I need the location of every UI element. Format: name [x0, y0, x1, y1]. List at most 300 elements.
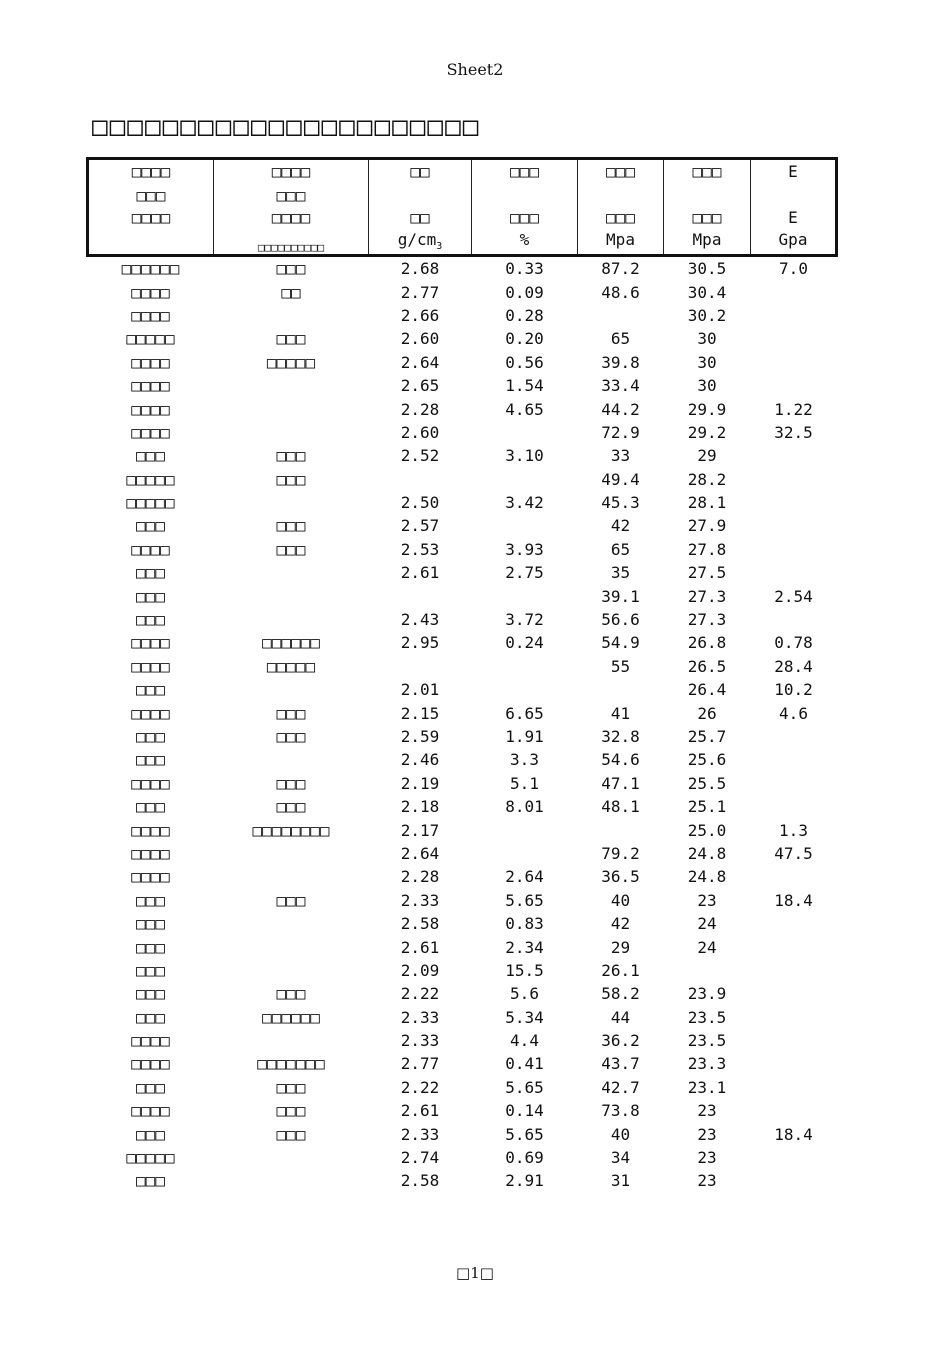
- table-cell: 31: [610, 1171, 631, 1191]
- table-cell: 27.8: [687, 539, 727, 559]
- table-cell: 4.65: [505, 399, 544, 419]
- table-cell: 2.57: [400, 516, 440, 536]
- table-cell: □□□: [136, 1007, 165, 1027]
- table-cell: □□□: [136, 1171, 165, 1191]
- table-cell: 40: [610, 890, 631, 910]
- table-cell: 39.1: [601, 586, 640, 606]
- table-cell: □□□□: [131, 282, 170, 302]
- table-cell: 18.4: [774, 890, 813, 910]
- table-cell: 27.3: [687, 610, 727, 630]
- table-row: [88, 842, 837, 865]
- table-cell: □□□□□: [126, 493, 175, 513]
- table-cell: 0.28: [505, 305, 544, 325]
- table-cell: 2.77: [400, 1054, 440, 1074]
- table-cell: 2.28: [400, 867, 440, 887]
- table-cell: 5.6: [510, 984, 539, 1004]
- table-cell: 29: [697, 446, 717, 466]
- table-cell: □□□: [276, 797, 306, 817]
- table-row: [88, 1169, 837, 1192]
- table-cell: 30.2: [687, 305, 727, 325]
- header-row-1: [88, 159, 837, 187]
- table-cell: 2.22: [400, 984, 440, 1004]
- table-cell: □□□: [136, 1124, 165, 1144]
- table-cell: □□□: [136, 960, 165, 980]
- table-cell: 2.33: [400, 890, 440, 910]
- table-cell: [751, 1169, 837, 1192]
- table-cell: [214, 397, 369, 420]
- table-cell: □□□: [136, 890, 165, 910]
- table-cell: 1.91: [505, 727, 544, 746]
- table-cell: □□□□: [131, 1031, 170, 1051]
- header-row-2: [88, 186, 837, 208]
- table-cell: 42.7: [601, 1077, 640, 1097]
- table-row: [88, 538, 837, 561]
- table-cell: □□□: [136, 1077, 165, 1097]
- table-cell: 23: [697, 1171, 717, 1191]
- unit-cell: □□□□□□□□□□: [214, 230, 369, 256]
- header-cell: □□□: [472, 208, 578, 230]
- table-cell: 29.2: [687, 422, 727, 442]
- table-cell: □□□: [276, 516, 306, 536]
- table-cell: 2.28: [400, 399, 440, 419]
- table-cell: □□□: [276, 727, 306, 746]
- table-cell: 30: [697, 352, 717, 372]
- header-cell: E: [751, 208, 837, 230]
- table-cell: [214, 748, 369, 771]
- unit-cell: Gpa: [751, 230, 837, 256]
- table-cell: [751, 935, 837, 958]
- table-cell: 44.2: [601, 399, 640, 419]
- table-cell: 1.22: [774, 399, 813, 419]
- table-cell: [751, 1052, 837, 1075]
- table-cell: □□□: [276, 1124, 306, 1144]
- table-cell: 2.61: [400, 563, 440, 583]
- table-cell: 55: [610, 656, 631, 676]
- table-row: [88, 397, 837, 420]
- table-cell: 4.6: [779, 703, 808, 723]
- table-cell: 73.8: [601, 1101, 640, 1121]
- table-cell: [472, 421, 578, 444]
- table-cell: 3.93: [505, 539, 544, 559]
- table-cell: [214, 491, 369, 514]
- table-cell: [751, 608, 837, 631]
- table-cell: 0.09: [505, 282, 544, 302]
- table-cell: [578, 678, 664, 701]
- header-units-row: [88, 230, 837, 256]
- table-cell: 29: [610, 937, 631, 957]
- table-cell: 25.0: [687, 820, 727, 840]
- table-cell: 27.5: [687, 563, 727, 583]
- table-cell: 2.66: [400, 305, 440, 325]
- table-cell: 26.4: [687, 680, 727, 700]
- table-cell: 2.74: [400, 1148, 440, 1168]
- header-cell: □□: [369, 208, 472, 230]
- table-cell: 2.75: [505, 563, 544, 583]
- table-cell: □□□: [276, 984, 306, 1004]
- table-cell: 30: [697, 329, 717, 349]
- header-cell: □□□: [88, 186, 214, 208]
- table-cell: [472, 842, 578, 865]
- table-cell: 2.01: [400, 680, 440, 700]
- table-cell: [472, 818, 578, 841]
- table-cell: [751, 444, 837, 467]
- document-title: □□□□□□□□□□□□□□□□□□□□□□: [92, 112, 481, 142]
- table-cell: □□□□: [131, 820, 170, 840]
- table-cell: [214, 374, 369, 397]
- table-cell: □□□□: [131, 773, 170, 793]
- table-cell: 10.2: [774, 680, 813, 700]
- table-row: [88, 351, 837, 374]
- table-cell: [751, 351, 837, 374]
- table-cell: 23.3: [687, 1054, 727, 1074]
- header-cell: □□: [369, 159, 472, 187]
- table-cell: □□□□: [131, 399, 170, 419]
- table-cell: □□□□□□: [262, 633, 320, 653]
- table-cell: 0.56: [505, 352, 544, 372]
- table-row: [88, 1099, 837, 1122]
- table-cell: 2.34: [505, 937, 544, 957]
- table-cell: 3.42: [505, 493, 544, 513]
- table-row: [88, 889, 837, 912]
- table-cell: 25.1: [687, 797, 727, 817]
- table-cell: 6.65: [505, 703, 544, 723]
- table-cell: 2.59: [400, 727, 440, 746]
- table-cell: 34: [610, 1148, 631, 1168]
- table-cell: 33.4: [601, 376, 640, 396]
- table-cell: □□□□: [131, 422, 170, 442]
- table-cell: 27.3: [687, 586, 727, 606]
- table-cell: 33: [610, 446, 631, 466]
- table-cell: 27.9: [687, 516, 727, 536]
- table-row: [88, 935, 837, 958]
- header-cell: [578, 186, 664, 208]
- table-cell: [214, 421, 369, 444]
- table-cell: [751, 772, 837, 795]
- table-cell: 2.46: [400, 750, 440, 770]
- header-cell: □□□□: [88, 159, 214, 187]
- header-cell: □□□□: [214, 159, 369, 187]
- table-cell: 0.33: [505, 259, 544, 279]
- table-cell: 26.1: [601, 960, 640, 980]
- table-cell: 18.4: [774, 1124, 813, 1144]
- table-cell: □□□□: [131, 633, 170, 653]
- table-cell: 24.8: [687, 867, 727, 887]
- header-row-3: [88, 208, 837, 230]
- table-row: [88, 468, 837, 491]
- table-cell: [751, 912, 837, 935]
- table-row: [88, 256, 837, 281]
- table-cell: 45.3: [601, 493, 640, 513]
- table-cell: □□□: [136, 586, 165, 606]
- table-cell: 24.8: [687, 843, 727, 863]
- table-cell: [751, 1099, 837, 1122]
- table-cell: □□□: [136, 750, 165, 770]
- table-cell: □□□□: [131, 1054, 170, 1074]
- table-cell: [751, 491, 837, 514]
- table-cell: □□□: [276, 259, 306, 279]
- table-cell: 65: [610, 539, 631, 559]
- table-cell: 5.65: [505, 1124, 544, 1144]
- table-cell: 48.6: [601, 282, 640, 302]
- table-cell: [214, 1029, 369, 1052]
- table-cell: 1.3: [779, 820, 808, 840]
- table-cell: 5.65: [505, 890, 544, 910]
- table-cell: 2.52: [400, 446, 440, 466]
- header-cell: [472, 186, 578, 208]
- table-cell: 0.41: [505, 1054, 544, 1074]
- table-cell: [578, 818, 664, 841]
- table-cell: 79.2: [601, 843, 640, 863]
- table-cell: 2.15: [400, 703, 440, 723]
- table-cell: 2.61: [400, 937, 440, 957]
- table-cell: [214, 912, 369, 935]
- table-cell: 2.18: [400, 797, 440, 817]
- table-cell: 54.9: [601, 633, 640, 653]
- table-cell: [751, 280, 837, 303]
- table-cell: □□□: [276, 539, 306, 559]
- table-cell: [472, 514, 578, 537]
- table-cell: □□□□: [131, 843, 170, 863]
- table-cell: □□□□□: [126, 1148, 175, 1168]
- table-row: [88, 561, 837, 584]
- table-cell: 4.4: [510, 1031, 539, 1051]
- table-cell: [472, 655, 578, 678]
- table-cell: 39.8: [601, 352, 640, 372]
- table-cell: □□□□: [131, 352, 170, 372]
- table-cell: □□□□□□: [121, 259, 180, 279]
- table-cell: 25.6: [687, 750, 727, 770]
- table-cell: 0.14: [505, 1101, 544, 1121]
- table-row: [88, 421, 837, 444]
- table-cell: 28.4: [774, 656, 813, 676]
- table-cell: 47.1: [601, 773, 640, 793]
- table-cell: 23: [697, 1148, 717, 1168]
- table-cell: 28.1: [687, 493, 727, 513]
- table-cell: 2.50: [400, 493, 440, 513]
- table-cell: □□□□: [131, 376, 170, 396]
- table-cell: □□□: [136, 937, 165, 957]
- table-cell: 2.64: [505, 867, 544, 887]
- table-row: [88, 584, 837, 607]
- table-cell: 47.5: [774, 843, 813, 863]
- table-row: [88, 959, 837, 982]
- table-row: [88, 374, 837, 397]
- table-cell: [751, 538, 837, 561]
- table-row: [88, 1029, 837, 1052]
- table-cell: [751, 561, 837, 584]
- table-cell: [214, 584, 369, 607]
- table-row: [88, 444, 837, 467]
- table-cell: 23.5: [687, 1007, 727, 1027]
- header-cell: [751, 186, 837, 208]
- table-row: [88, 655, 837, 678]
- table-cell: 36.5: [601, 867, 640, 887]
- table-cell: [751, 327, 837, 350]
- table-row: [88, 982, 837, 1005]
- table-cell: 7.0: [779, 259, 808, 279]
- table-cell: □□□□□: [126, 329, 175, 349]
- table-cell: [472, 584, 578, 607]
- table-row: [88, 772, 837, 795]
- table-cell: 32.8: [601, 727, 640, 746]
- table-row: [88, 701, 837, 724]
- unit-cell: %: [472, 230, 578, 256]
- table-cell: 2.60: [400, 329, 440, 349]
- table-cell: 2.64: [400, 843, 440, 863]
- table-cell: □□□: [276, 446, 306, 466]
- table-cell: 25.5: [687, 773, 727, 793]
- table-cell: □□□□: [131, 703, 170, 723]
- table-cell: 41: [610, 703, 631, 723]
- table-cell: [751, 1076, 837, 1099]
- table-row: [88, 1146, 837, 1169]
- table-cell: 0.20: [505, 329, 544, 349]
- table-cell: [751, 865, 837, 888]
- header-cell: □□□: [472, 159, 578, 187]
- table-cell: □□□: [136, 610, 165, 630]
- table-cell: 2.53: [400, 539, 440, 559]
- table-cell: 2.17: [400, 820, 440, 840]
- table-cell: □□□□: [131, 656, 170, 676]
- table-cell: □□□: [276, 890, 306, 910]
- table-cell: 2.60: [400, 422, 440, 442]
- table-cell: 87.2: [601, 259, 640, 279]
- table-cell: [751, 725, 837, 748]
- density-unit-exponent: 3: [436, 241, 443, 253]
- table-cell: [369, 468, 472, 491]
- header-cell: □□□□: [88, 208, 214, 230]
- table-cell: [751, 1029, 837, 1052]
- table-cell: [751, 374, 837, 397]
- table-cell: [214, 959, 369, 982]
- table-cell: [214, 842, 369, 865]
- table-cell: [214, 1146, 369, 1169]
- table-row: [88, 678, 837, 701]
- table-cell: 23.5: [687, 1031, 727, 1051]
- table-cell: 2.64: [400, 352, 440, 372]
- table-cell: 72.9: [601, 422, 640, 442]
- table-cell: 23.9: [687, 984, 727, 1004]
- table-cell: 49.4: [601, 469, 640, 489]
- table-cell: □□□: [136, 680, 165, 700]
- table-cell: [472, 678, 578, 701]
- table-cell: □□□□□: [126, 469, 175, 489]
- table-cell: [751, 304, 837, 327]
- table-cell: 1.54: [505, 376, 544, 396]
- header-cell: □□□: [578, 159, 664, 187]
- table-cell: 44: [610, 1007, 631, 1027]
- table-cell: [751, 795, 837, 818]
- table-cell: [751, 748, 837, 771]
- table-cell: 3.3: [510, 750, 539, 770]
- table-cell: □□□: [276, 1077, 306, 1097]
- density-unit-cell: [369, 230, 472, 256]
- table-cell: [214, 865, 369, 888]
- table-cell: 42: [610, 914, 631, 934]
- page-number: □1□: [456, 1264, 494, 1282]
- table-cell: □□□□□□: [262, 1007, 320, 1027]
- table-cell: 2.91: [505, 1171, 544, 1191]
- table-row: [88, 1076, 837, 1099]
- table-cell: 2.33: [400, 1031, 440, 1051]
- table-cell: □□□: [276, 1101, 306, 1121]
- table-row: [88, 818, 837, 841]
- header-cell: □□□: [664, 208, 751, 230]
- table-cell: [214, 678, 369, 701]
- table-cell: 3.72: [505, 610, 544, 630]
- table-cell: 30.5: [687, 259, 727, 279]
- table-cell: □□□: [276, 703, 306, 723]
- sheet-name: Sheet2: [446, 60, 504, 79]
- table-row: [88, 514, 837, 537]
- unit-cell: [88, 230, 214, 256]
- table-cell: 24: [697, 914, 717, 934]
- table-cell: 23: [697, 1124, 717, 1144]
- header-cell: E: [751, 159, 837, 187]
- table-cell: □□: [281, 282, 301, 302]
- header-cell: [664, 186, 751, 208]
- table-cell: □□□□□: [266, 656, 316, 676]
- table-cell: 56.6: [601, 610, 640, 630]
- table-cell: [214, 1169, 369, 1192]
- table-body: [88, 256, 837, 1193]
- table-cell: 2.61: [400, 1101, 440, 1121]
- table-cell: 0.24: [505, 633, 544, 653]
- table-cell: □□□: [136, 446, 165, 466]
- density-unit: g/cm: [397, 230, 437, 249]
- table-cell: 23.1: [687, 1077, 727, 1097]
- table-cell: [369, 655, 472, 678]
- table-cell: 8.01: [505, 797, 544, 817]
- table-cell: [214, 304, 369, 327]
- table-cell: 2.19: [400, 773, 440, 793]
- table-row: [88, 304, 837, 327]
- table-cell: □□□: [136, 563, 165, 583]
- table-cell: 26.8: [687, 633, 727, 653]
- table-cell: 26: [697, 703, 717, 723]
- table-cell: 0.78: [774, 633, 813, 653]
- table-cell: □□□: [136, 727, 165, 746]
- table-cell: [751, 514, 837, 537]
- table-cell: 30: [697, 376, 717, 396]
- table-cell: 5.34: [505, 1007, 544, 1027]
- table-cell: 23: [697, 1101, 717, 1121]
- table-cell: 24: [697, 937, 717, 957]
- table-cell: 5.1: [510, 773, 539, 793]
- header-cell: □□□: [578, 208, 664, 230]
- table-row: [88, 631, 837, 654]
- table-cell: 2.54: [774, 586, 813, 606]
- table-cell: 25.7: [687, 727, 727, 746]
- table-cell: 35: [610, 563, 631, 583]
- table-row: [88, 748, 837, 771]
- table-cell: □□□: [276, 329, 306, 349]
- table-cell: □□□: [136, 914, 165, 934]
- table-cell: 2.33: [400, 1007, 440, 1027]
- table-cell: □□□: [136, 984, 165, 1004]
- table-cell: □□□□□: [266, 352, 316, 372]
- table-cell: □□□□: [131, 1101, 170, 1121]
- table-cell: 5.65: [505, 1077, 544, 1097]
- table-row: [88, 1006, 837, 1029]
- rock-properties-table: [86, 157, 838, 1193]
- table-cell: [472, 468, 578, 491]
- table-cell: 32.5: [774, 422, 813, 442]
- table-cell: □□□□: [131, 867, 170, 887]
- table-cell: 23: [697, 890, 717, 910]
- table-cell: 2.33: [400, 1124, 440, 1144]
- table-cell: 2.58: [400, 914, 440, 934]
